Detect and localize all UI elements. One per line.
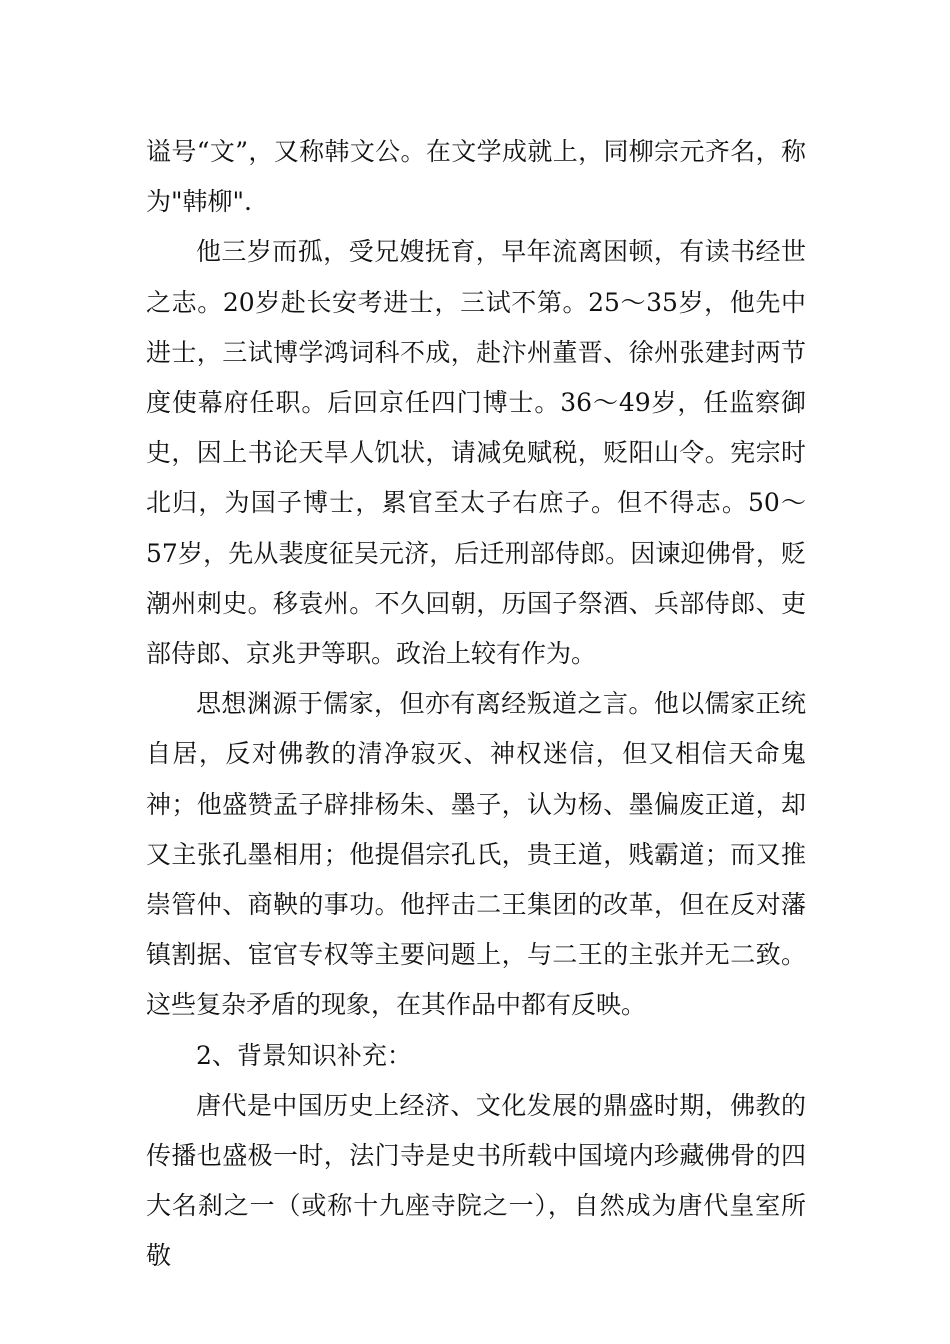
paragraph-background: 唐代是中国历史上经济、文化发展的鼎盛时期，佛教的传播也盛极一时，法门寺是史书所载中国境内珍藏佛骨的四大名刹之一（或称十九座寺院之一），自然成为唐代皇室所敬 — [146, 1090, 806, 1271]
paragraph-posthumous-title: 谥号“文”，又称韩文公。在文学成就上，同柳宗元齐名，称为"韩柳". — [146, 137, 806, 217]
document-body — [146, 127, 806, 1282]
section-heading-background: 2、背景知识补充： — [196, 1040, 412, 1070]
paragraph-biography: 他三岁而孤，受兄嫂抚育，早年流离困顿，有读书经世之志。20岁赴长安考进士，三试不第。25～35岁，他先中进士，三试博学鸿词科不成，赴汴州董晋、徐州张建封两节度使幕府任职。后回京任四门博士。36～49岁，任监察御史，因上书论天旱人饥状，请减免赋税，贬阳山令。宪宗时北归，为国子博士，累官至太子右庶子。但不得志。50～57岁，先从裴度征吴元济，后迁刑部侍郎。因谏迎佛骨，贬潮州刺史。移袁州。不久回朝，历国子祭酒、兵部侍郎、吏部侍郎、京兆尹等职。政治上较有作为。 — [146, 237, 806, 669]
paragraph-thought: 思想渊源于儒家，但亦有离经叛道之言。他以儒家正统自居，反对佛教的清净寂灭、神权迷信，但又相信天命鬼神；他盛赞孟子辟排杨朱、墨子，认为杨、墨偏废正道，却又主张孔墨相用；他提倡宗孔氏，贵王道，贱霸道；而又推崇管仲、商鞅的事功。他抨击二王集团的改革，但在反对藩镇割据、宦官专权等主要问题上，与二王的主张并无二致。这些复杂矛盾的现象，在其作品中都有反映。 — [146, 689, 806, 1020]
